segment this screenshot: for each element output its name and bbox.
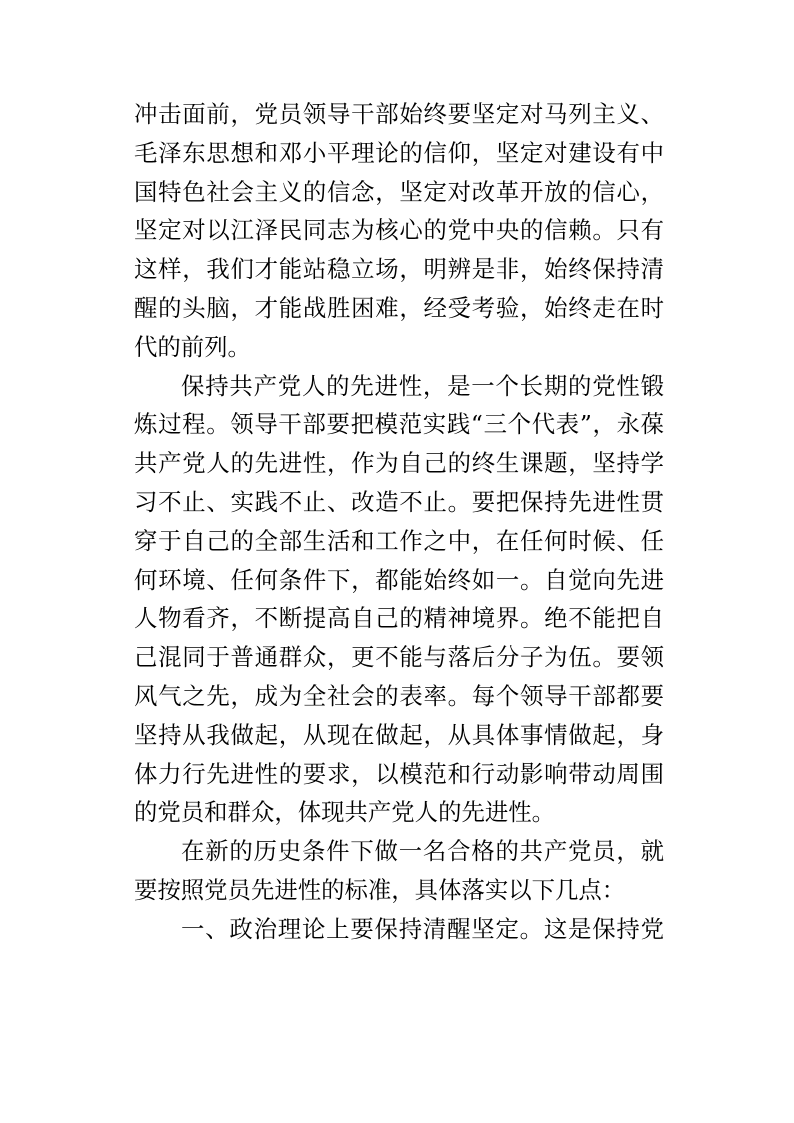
text-line: 代的前列。 <box>134 332 251 361</box>
paragraph-3 <box>134 832 664 910</box>
text-line: 一、政治理论上要保持清醒坚定。这是保持党 <box>181 914 664 943</box>
text-line: 坚持从我做起，从现在做起，从具体事情做起，身 <box>134 720 664 749</box>
document-body <box>134 95 664 949</box>
text-line: 体力行先进性的要求，以模范和行动影响带动周围 <box>134 759 664 788</box>
text-line: 坚定对以江泽民同志为核心的党中央的信赖。只有 <box>134 216 664 245</box>
text-line: 习不止、实践不止、改造不止。要把保持先进性贯 <box>134 487 664 516</box>
text-line: 国特色社会主义的信念，坚定对改革开放的信心， <box>134 177 664 206</box>
text-line: 毛泽东思想和邓小平理论的信仰，坚定对建设有中 <box>134 138 664 167</box>
text-line: 炼过程。领导干部要把模范实践“三个代表”，永葆 <box>134 410 664 439</box>
text-line: 这样，我们才能站稳立场，明辨是非，始终保持清 <box>134 255 664 284</box>
paragraph-1 <box>134 95 664 367</box>
text-line: 要按照党员先进性的标准，具体落实以下几点： <box>134 875 626 904</box>
text-line: 穿于自己的全部生活和工作之中，在任何时候、任 <box>134 526 664 555</box>
text-line: 冲击面前，党员领导干部始终要坚定对马列主义、 <box>134 100 664 128</box>
text-line: 醒的头脑，才能战胜困难，经受考验，始终走在时 <box>134 293 664 322</box>
text-line: 在新的历史条件下做一名合格的共产党员，就 <box>181 837 664 866</box>
text-line: 何环境、任何条件下，都能始终如一。自觉向先进 <box>134 565 664 594</box>
text-line: 己混同于普通群众，更不能与落后分子为伍。要领 <box>134 643 664 672</box>
paragraph-2 <box>134 367 664 833</box>
text-line: 风气之先，成为全社会的表率。每个领导干部都要 <box>134 681 664 710</box>
text-line: 的党员和群众，体现共产党人的先进性。 <box>134 798 556 827</box>
text-line: 共产党人的先进性，作为自己的终生课题，坚持学 <box>134 449 664 478</box>
text-line: 人物看齐，不断提高自己的精神境界。绝不能把自 <box>134 604 664 633</box>
paragraph-4 <box>134 910 664 949</box>
text-line: 保持共产党人的先进性，是一个长期的党性锻 <box>181 371 664 400</box>
